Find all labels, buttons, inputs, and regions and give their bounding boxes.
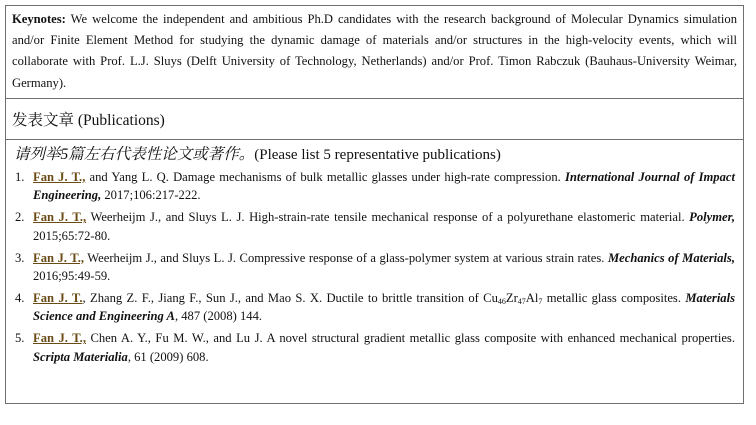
publication-journal: Materials Science and Engineering A	[33, 290, 736, 324]
publications-heading: 发表文章 (Publications)	[12, 112, 165, 129]
publication-author-link[interactable]: Fan J. T.,	[33, 210, 87, 225]
publication-journal: Mechanics of Materials,	[607, 250, 735, 265]
publication-text: , Zhang Z. F., Jiang F., Sun J., and Mao S. X. Ductile to brittle transition of Cu	[82, 290, 498, 305]
formula-subscript: 47	[517, 296, 526, 306]
publication-item	[14, 208, 735, 245]
publication-ref: 2016;95:49-59.	[33, 269, 111, 284]
publication-ref: 2017;106:217-222.	[101, 188, 201, 203]
publication-author-link[interactable]: Fan J. T.,	[33, 170, 86, 184]
publication-text: Chen A. Y., Fu M. W., and Lu J. A novel structural gradient metallic glass composite with enhanced mechanical properties.	[85, 331, 735, 346]
publication-item	[14, 329, 735, 366]
publication-ref: 2015;65:72-80.	[33, 228, 111, 243]
keynotes-text: We welcome the independent and ambitious Ph.D candidates with the research background of Molecular Dynamics simulation and/or Finite Element Method for studying the dynamic damage of materials and/or structures in the high-velocity events, which will collaborate with Prof. L.J. Sluys (Delft University of Technology, Netherlands) and/or Prof. Timon Rabczuk (Bauhaus-University Weimar, Germany).	[12, 12, 737, 90]
publication-item	[14, 249, 735, 286]
formula-subscript: 7	[538, 296, 543, 306]
publication-text: Weerheijm J., and Sluys L. J. High-strain-rate tensile mechanical response of a polyurethane elastomeric material.	[86, 210, 690, 225]
publication-text: metallic glass composites.	[542, 290, 686, 305]
publication-journal: Scripta Materialia	[33, 349, 128, 364]
formula-subscript: 46	[497, 296, 506, 306]
publication-number: 3.	[15, 250, 25, 265]
publications-list	[14, 168, 735, 366]
publication-item	[14, 289, 735, 326]
publications-heading-row	[5, 98, 744, 140]
publication-number: 1.	[15, 170, 25, 184]
publication-ref: , 61 (2009) 608.	[127, 349, 209, 364]
publications-list-section	[5, 139, 744, 404]
formula-element: Al	[525, 290, 539, 305]
publications-intro-en: (Please list 5 representative publications)	[254, 147, 501, 163]
formula-element: Zr	[505, 290, 518, 305]
publications-intro	[14, 144, 735, 166]
publication-author-link[interactable]: Fan J. T.,	[33, 250, 84, 265]
publication-item	[14, 168, 735, 205]
publication-ref: , 487 (2008) 144.	[174, 309, 263, 324]
publication-text: and Yang L. Q. Damage mechanisms of bulk metallic glasses under high-rate compression.	[85, 170, 565, 184]
publication-number: 5.	[15, 331, 25, 346]
publication-author-link[interactable]: Fan J. T.,	[33, 331, 86, 346]
keynotes-section	[5, 5, 744, 99]
publication-journal: Polymer,	[689, 210, 735, 225]
keynotes-label: Keynotes:	[12, 12, 66, 26]
publication-author-link[interactable]: Fan J. T.	[33, 290, 83, 305]
publication-number: 4.	[15, 290, 25, 305]
publication-text: Weerheijm J., and Sluys L. J. Compressive response of a glass-polymer system at various strain rates.	[84, 250, 608, 265]
publications-intro-zh: 请列举5篇左右代表性论文或著作。	[14, 146, 255, 163]
publication-number: 2.	[15, 210, 25, 225]
publication-journal: International Journal of Impact Engineering,	[33, 170, 735, 203]
